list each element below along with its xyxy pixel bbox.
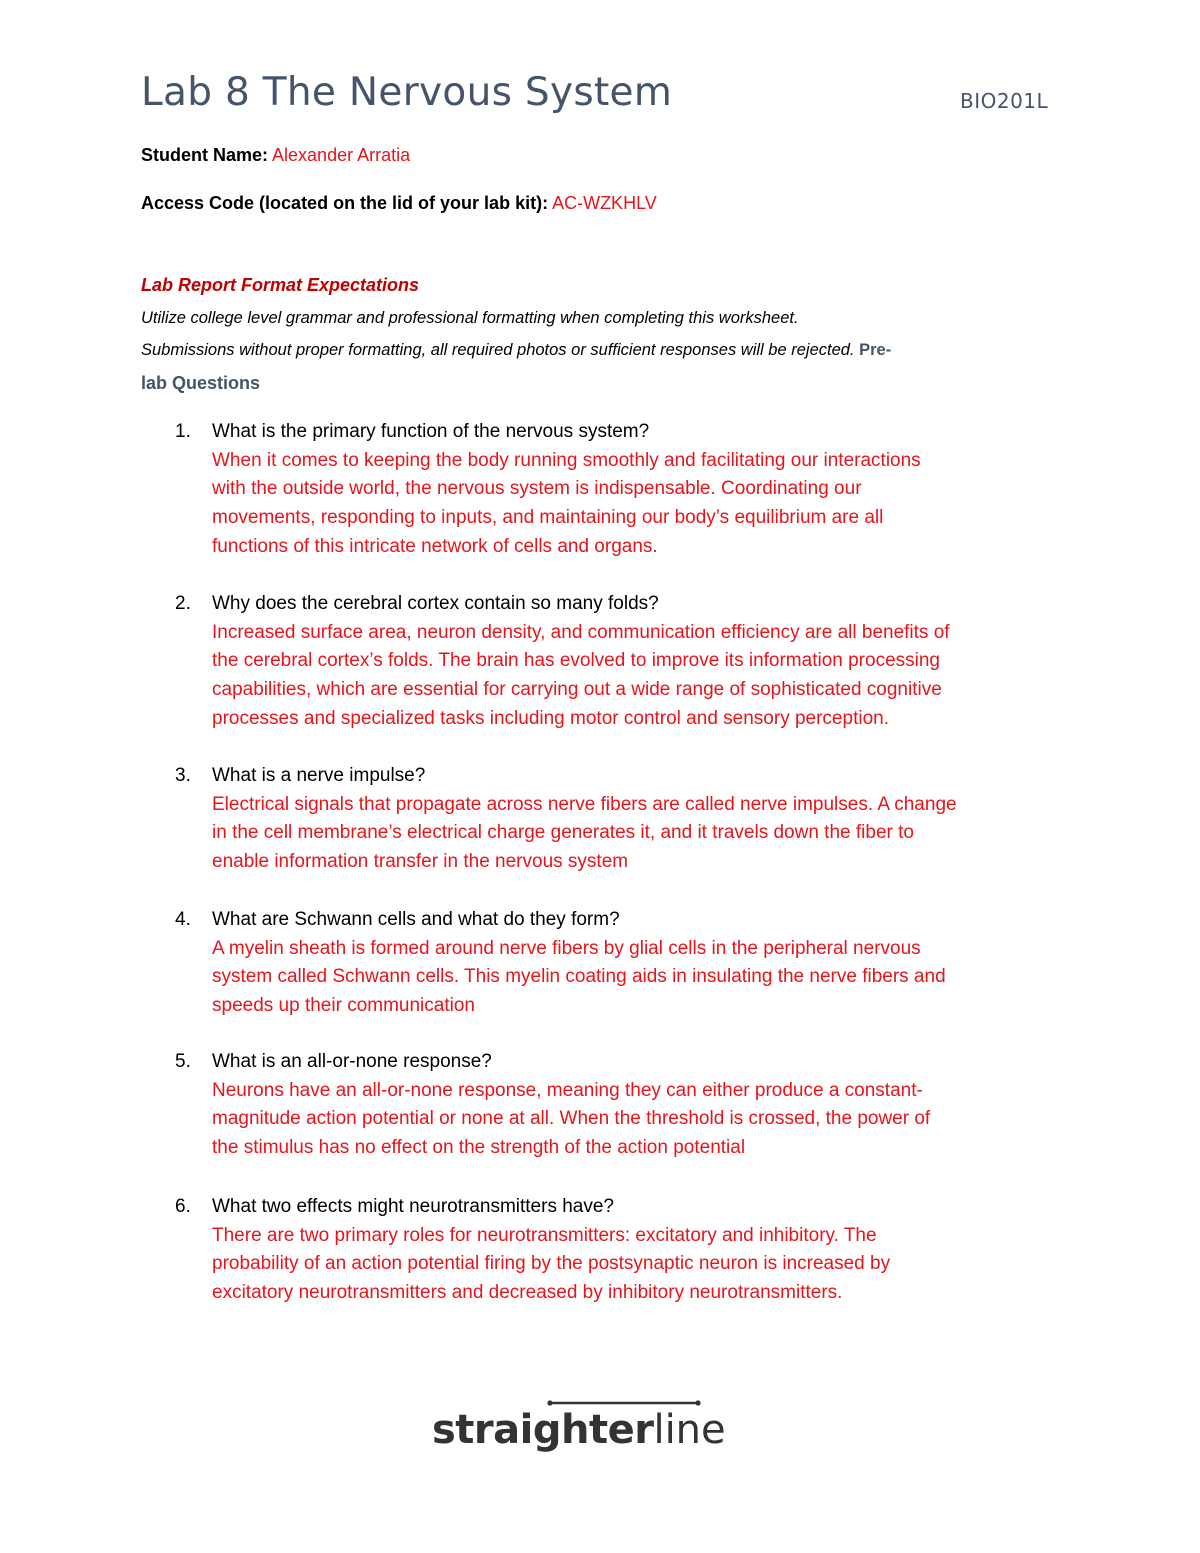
- answer-block: [212, 791, 1072, 877]
- logo-rule-dot-right: [695, 1400, 700, 1405]
- course-code: BIO201L: [960, 89, 1049, 113]
- answer-block: [212, 1222, 1072, 1308]
- answer-line: capabilities, which are essential for carrying out a wide range of sophisticated cognitive: [212, 679, 942, 701]
- answer-line: magnitude action potential or none at all. When the threshold is crossed, the power of: [212, 1108, 931, 1130]
- answer-line: When it comes to keeping the body running smoothly and facilitating our interactions: [212, 449, 921, 471]
- student-name-line: [141, 145, 410, 166]
- answer-block: [212, 1077, 1072, 1163]
- answer-line: speeds up their communication: [212, 995, 475, 1017]
- access-code-line: [141, 193, 657, 214]
- prelab-heading-end: lab Questions: [141, 373, 261, 393]
- answer-line: movements, responding to inputs, and maintaining our body’s equilibrium are all: [212, 507, 884, 529]
- question-text: Why does the cerebral cortex contain so many folds?: [212, 593, 659, 614]
- question-number: 6.: [175, 1196, 191, 1217]
- answer-line: There are two primary roles for neurotransmitters: excitatory and inhibitory. The: [212, 1224, 877, 1246]
- format-instruction-text: Submissions without proper formatting, all required photos or sufficient responses will be rejected.: [141, 341, 855, 359]
- question-text: What is a nerve impulse?: [212, 765, 426, 786]
- format-instruction-line-2: [141, 341, 891, 360]
- prelab-heading-start: Pre-: [859, 341, 892, 359]
- page-title: Lab 8 The Nervous System: [141, 70, 673, 115]
- logo-rule-dot-left: [547, 1400, 552, 1405]
- answer-line: the stimulus has no effect on the strength of the action potential: [212, 1137, 746, 1159]
- format-instruction-line-1: Utilize college level grammar and professional formatting when completing this worksheet.: [141, 309, 799, 327]
- answer-line: in the cell membrane’s electrical charge generates it, and it travels down the fiber to: [212, 822, 914, 844]
- student-name-label: Student Name:: [141, 145, 269, 165]
- question-text: What is the primary function of the nervous system?: [212, 421, 650, 442]
- answer-line: the cerebral cortex’s folds. The brain has evolved to improve its information processing: [212, 650, 940, 672]
- answer-line: system called Schwann cells. This myelin coating aids in insulating the nerve fibers and: [212, 966, 946, 988]
- logo-wordmark: straighterline: [432, 1407, 726, 1453]
- question-number: 4.: [175, 909, 191, 930]
- answer-line: Neurons have an all-or-none response, meaning they can either produce a constant-: [212, 1079, 923, 1101]
- question-text: What is an all-or-none response?: [212, 1051, 492, 1072]
- straighterline-logo: [430, 1398, 760, 1468]
- answer-line: enable information transfer in the nervous system: [212, 851, 629, 873]
- question-number: 1.: [175, 421, 191, 442]
- question-number: 3.: [175, 765, 191, 786]
- question-number: 5.: [175, 1051, 191, 1072]
- answer-line: functions of this intricate network of cells and organs.: [212, 535, 658, 557]
- answer-block: [212, 619, 1072, 734]
- access-code-value: AC-WZKHLV: [552, 193, 657, 213]
- answer-line: excitatory neurotransmitters and decreased by inhibitory neurotransmitters.: [212, 1282, 843, 1304]
- answer-line: Increased surface area, neuron density, and communication efficiency are all benefits of: [212, 621, 950, 643]
- format-expectations-heading: Lab Report Format Expectations: [141, 275, 420, 295]
- question-text: What are Schwann cells and what do they form?: [212, 909, 620, 930]
- access-code-label: Access Code (located on the lid of your lab kit):: [141, 193, 549, 213]
- answer-line: processes and specialized tasks including motor control and sensory perception.: [212, 707, 889, 729]
- answer-line: with the outside world, the nervous system is indispensable. Coordinating our: [212, 478, 862, 500]
- student-name-value: Alexander Arratia: [272, 145, 411, 165]
- answer-line: Electrical signals that propagate across nerve fibers are called nerve impulses. A change: [212, 793, 957, 815]
- answer-block: [212, 447, 1072, 562]
- question-text: What two effects might neurotransmitters have?: [212, 1196, 614, 1217]
- answer-line: probability of an action potential firing by the postsynaptic neuron is increased by: [212, 1253, 891, 1275]
- answer-block: [212, 935, 1072, 1021]
- question-number: 2.: [175, 593, 191, 614]
- answer-line: A myelin sheath is formed around nerve fibers by glial cells in the peripheral nervous: [212, 937, 921, 959]
